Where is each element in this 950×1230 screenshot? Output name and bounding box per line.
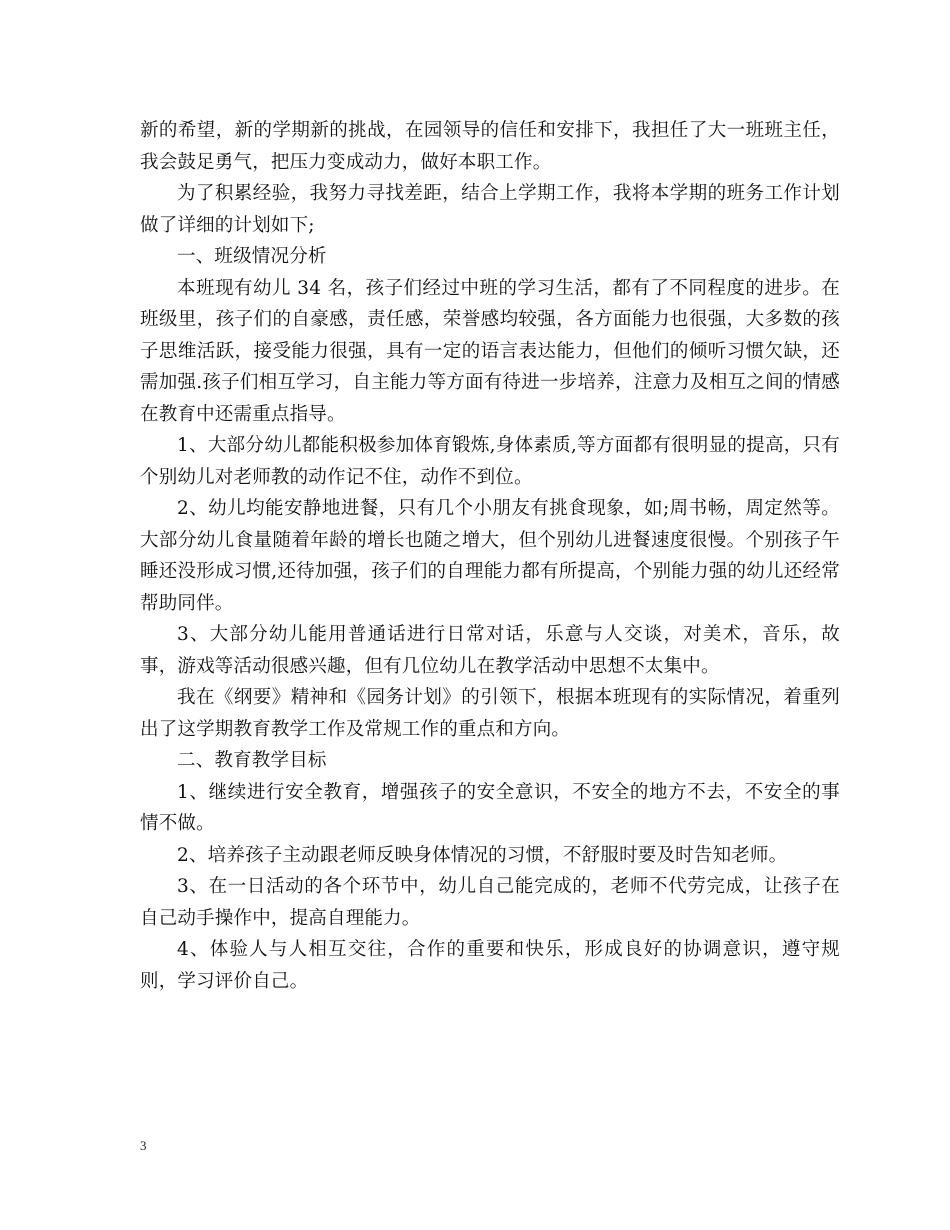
paragraph-item-1-physical: 1、大部分幼儿都能积极参加体育锻炼,身体素质,等方面都有很明显的提高，只有个别幼儿对老师教的动作记不住，动作不到位。 [140,435,840,488]
paragraph-item-3-language: 3、大部分幼儿能用普通话进行日常对话，乐意与人交谈，对美术，音乐，故事，游戏等活动很感兴趣，但有几位幼儿在教学活动中思想不太集中。 [140,624,840,677]
section-heading-class-analysis: 一、班级情况分析 [177,246,327,267]
paragraph-plan-intro: 为了积累经验，我努力寻找差距，结合上学期工作，我将本学期的班务工作计划做了详细的计划如下; [140,183,840,236]
paragraph-guidelines: 我在《纲要》精神和《园务计划》的引领下，根据本班现有的实际情况，着重列出了这学期教育教学工作及常规工作的重点和方向。 [140,687,840,740]
paragraph-class-overview: 本班现有幼儿 34 名，孩子们经过中班的学习生活，都有了不同程度的进步。在班级里，孩子们的自豪感，责任感，荣誉感均较强，各方面能力也很强，大多数的孩子思维活跃，接受能力很强，具有一定的语言表达能力，但他们的倾听习惯欠缺，还需加强.孩子们相互学习，自主能力等方面有待进一步培养，注意力及相互之间的情感在教育中还需重点指导。 [140,277,840,425]
paragraph-goal-4-cooperation: 4、体验人与人相互交往，合作的重要和快乐，形成良好的协调意识，遵守规则，学习评价自己。 [140,939,840,992]
paragraph-goal-2-health: 2、培养孩子主动跟老师反映身体情况的习惯，不舒服时要及时告知老师。 [177,844,788,866]
paragraph-goal-1-safety: 1、继续进行安全教育，增强孩子的安全意识，不安全的地方不去，不安全的事情不做。 [140,781,840,834]
paragraph-item-2-meals: 2、幼儿均能安静地进餐，只有几个小朋友有挑食现象，如;周书畅，周定然等。大部分幼儿食量随着年龄的增长也随之增大，但个别幼儿进餐速度很慢。个别孩子午睡还没形成习惯,还待加强，孩子们的自理能力都有所提高，个别能力强的幼儿还经常帮助同伴。 [140,498,840,614]
section-heading-teaching-goals: 二、教育教学目标 [177,750,327,771]
page-number: 3 [140,1138,147,1153]
paragraph-intro: 新的希望，新的学期新的挑战，在园领导的信任和安排下，我担任了大一班班主任，我会鼓足勇气，把压力变成动力，做好本职工作。 [140,120,840,173]
paragraph-goal-3-self-care: 3、在一日活动的各个环节中，幼儿自己能完成的，老师不代劳完成，让孩子在自己动手操作中，提高自理能力。 [140,876,840,929]
document-body [140,115,840,997]
